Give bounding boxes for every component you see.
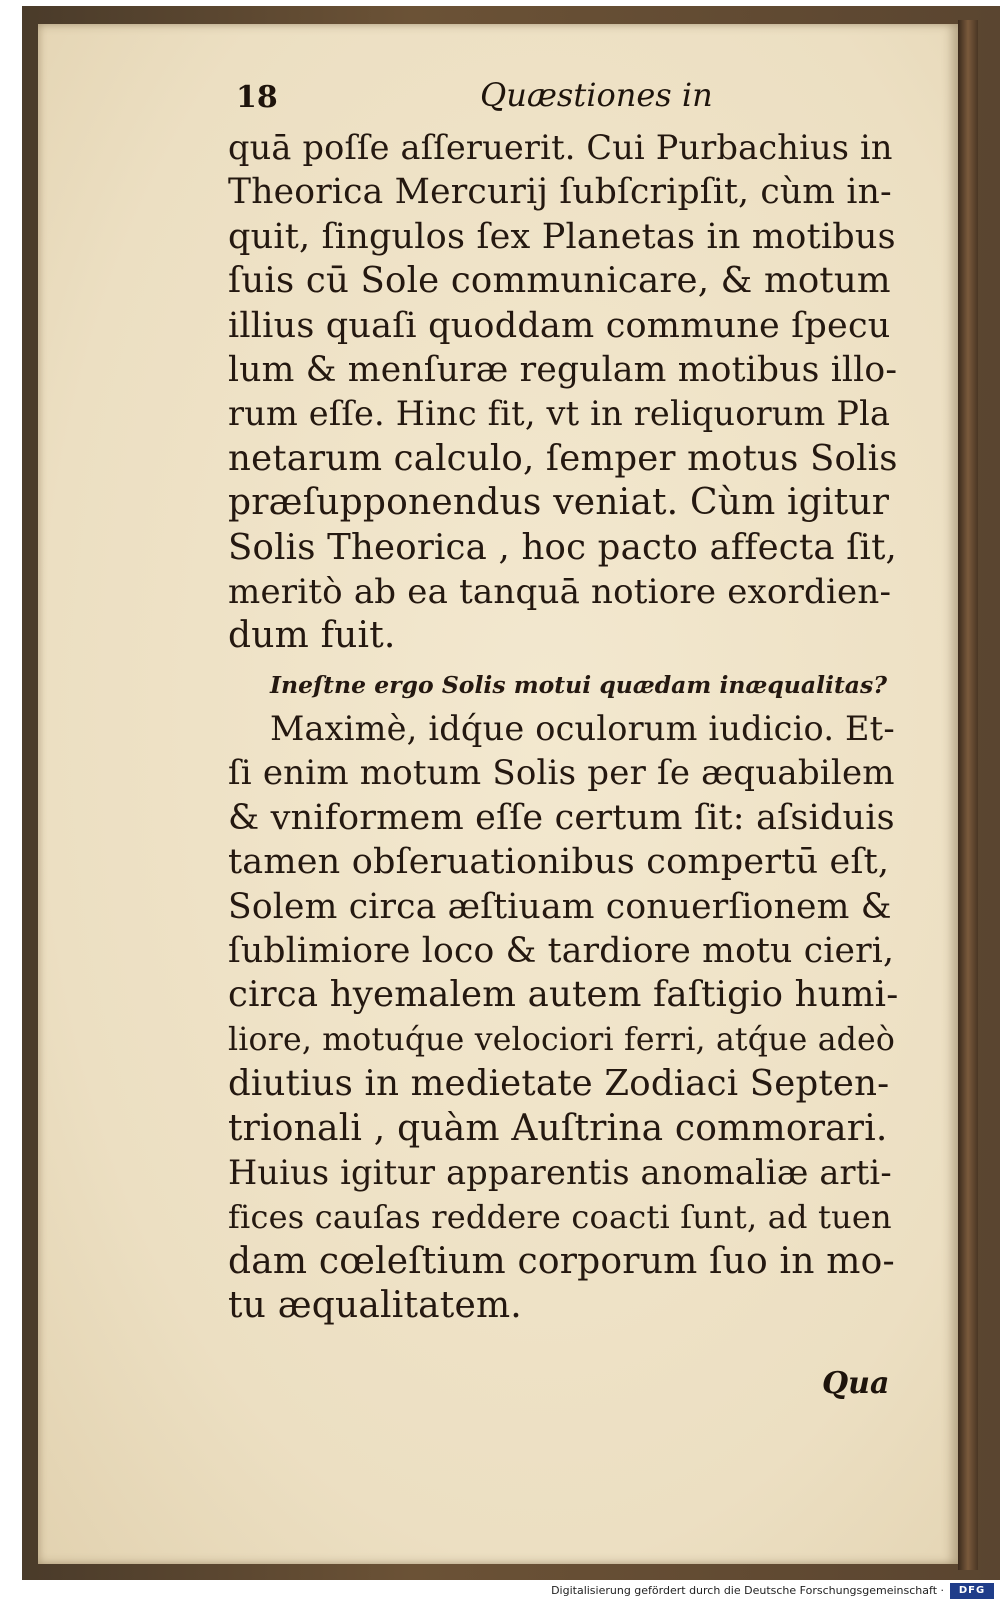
running-head: Quæstiones in (480, 76, 713, 114)
text-line: dam cœleſtium corporum ſuo in mo- (228, 1240, 895, 1282)
footer-bar (0, 1580, 1000, 1607)
text-line: & vniformem eſſe certum ſit: aſsiduis (228, 797, 895, 838)
text-line: meritò ab ea tanquā notiore exordien- (228, 572, 892, 613)
page-number: 18 (236, 80, 278, 115)
text-line: illius quaſi quoddam commune ſpecu (228, 305, 891, 346)
text-line: fices cauſas reddere coacti ſunt, ad tuen (228, 1198, 892, 1237)
text-block (228, 126, 898, 1329)
text-line: dum fuit. (228, 615, 396, 657)
text-line: Solis Theorica , hoc pacto affecta ſit, (228, 526, 898, 568)
text-line: quā poſſe aſſeruerit. Cui Purbachius in (228, 128, 893, 167)
text-line: Maximè, idq́ue oculorum iudicio. Et- (270, 708, 895, 748)
question-heading: Ineſtne ergo Solis motui quædam inæqualitas? (270, 670, 888, 699)
dfg-logo: DFG (950, 1583, 994, 1599)
text-line: tu æqualitatem. (228, 1285, 522, 1327)
text-line: Huius igitur apparentis anomaliæ arti- (228, 1152, 892, 1192)
text-line: Theorica Mercurij ſubſcripſit, cùm in- (228, 172, 892, 213)
text-line: quit, ſingulos ſex Planetas in motibus (228, 216, 896, 257)
text-line: præſupponendus veniat. Cùm igitur (228, 482, 890, 524)
funding-credit: Digitalisierung gefördert durch die Deutsche Forschungsgemeinschaft · (551, 1584, 944, 1597)
text-line: circa hyemalem autem faſtigio humi- (228, 974, 899, 1016)
text-line: liore, motuq́ue velociori ferri, atq́ue adeò (228, 1021, 896, 1058)
text-line: tamen obſeruationibus compertū eſt, (228, 842, 890, 883)
text-line: netarum calculo, ſemper motus Solis (228, 437, 898, 479)
text-line: rum eſſe. Hinc fit, vt in reliquorum Pla (228, 394, 891, 434)
text-line: Solem circa æſtiuam conuerſionem & (228, 886, 892, 927)
book-edge (958, 20, 978, 1570)
text-line: diutius in medietate Zodiaci Septen- (228, 1063, 890, 1105)
catchword: Qua (822, 1366, 890, 1401)
text-line: ſi enim motum Solis per ſe æquabilem (228, 753, 895, 794)
text-line: lum & menſuræ regulam motibus illo- (228, 350, 898, 391)
text-line: ſublimiore loco & tardiore motu cieri, (228, 930, 895, 971)
text-line: ſuis cū Sole communicare, & motum (228, 260, 891, 302)
text-line: trionali , quàm Auſtrina commorari. (228, 1107, 888, 1149)
